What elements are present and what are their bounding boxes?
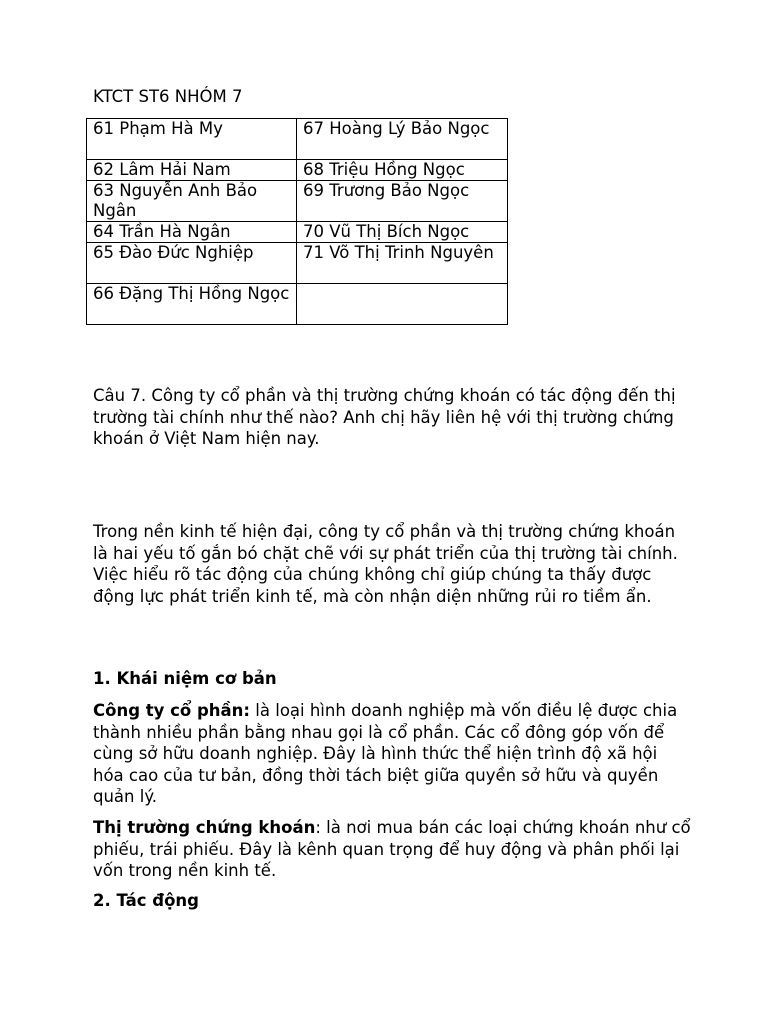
definition-text: : là nơi mua bán các loại chứng khoán như cổ phiếu, trái phiếu. Đây là kênh quan trọng để huy động và phân phối lại vốn trong nền kinh tế.	[93, 818, 691, 880]
table-row	[87, 243, 508, 284]
question-paragraph: Câu 7. Công ty cổ phần và thị trường chứng khoán có tác động đến thị trường tài chính như thế nào? Anh chị hãy liên hệ với thị trường chứng khoán ở Việt Nam hiện nay.	[93, 386, 676, 448]
definition-term: Thị trường chứng khoán	[93, 818, 316, 837]
table-row	[87, 181, 508, 222]
members-table	[86, 118, 508, 325]
table-row	[87, 160, 508, 181]
table-cell: 61 Phạm Hà My	[87, 119, 297, 160]
table-cell: 67 Hoàng Lý Bảo Ngọc	[297, 119, 508, 160]
table-cell: 71 Võ Thị Trinh Nguyên	[297, 243, 508, 284]
table-cell	[297, 284, 508, 325]
document-title: KTCT ST6 NHÓM 7	[93, 87, 243, 106]
table-cell: 66 Đặng Thị Hồng Ngọc	[87, 284, 297, 325]
table-cell: 68 Triệu Hồng Ngọc	[297, 160, 508, 181]
definition-text: là loại hình doanh nghiệp mà vốn điều lệ được chia thành nhiều phần bằng nhau gọi là cổ phần. Các cổ đông góp vốn để cùng sở hữu doanh nghiệp. Đây là hình thức thể hiện trình độ xã hội hóa cao của tư bản, đồng thời tách biệt giữa quyền sở hữu và quyền quản lý.	[93, 701, 678, 806]
section-heading-1: 1. Khái niệm cơ bản	[93, 669, 277, 688]
table-cell: 64 Trần Hà Ngân	[87, 222, 297, 243]
table-cell: 70 Vũ Thị Bích Ngọc	[297, 222, 508, 243]
definition-paragraph	[93, 700, 693, 808]
table-cell: 62 Lâm Hải Nam	[87, 160, 297, 181]
intro-paragraph: Trong nền kinh tế hiện đại, công ty cổ phần và thị trường chứng khoán là hai yếu tố gắn bó chặt chẽ với sự phát triển của thị trường tài chính. Việc hiểu rõ tác động của chúng không chỉ giúp chúng ta thấy được động lực phát triển kinh tế, mà còn nhận diện những rủi ro tiềm ẩn.	[93, 522, 678, 606]
table-cell: 65 Đào Đức Nghiệp	[87, 243, 297, 284]
table-row	[87, 222, 508, 243]
table-cell: 63 Nguyễn Anh Bảo Ngân	[87, 181, 297, 222]
definition-paragraph	[93, 817, 693, 882]
table-row	[87, 284, 508, 325]
table-cell: 69 Trương Bảo Ngọc	[297, 181, 508, 222]
section-heading-2: 2. Tác động	[93, 891, 199, 910]
definition-term: Công ty cổ phần:	[93, 701, 251, 720]
table-row	[87, 119, 508, 160]
